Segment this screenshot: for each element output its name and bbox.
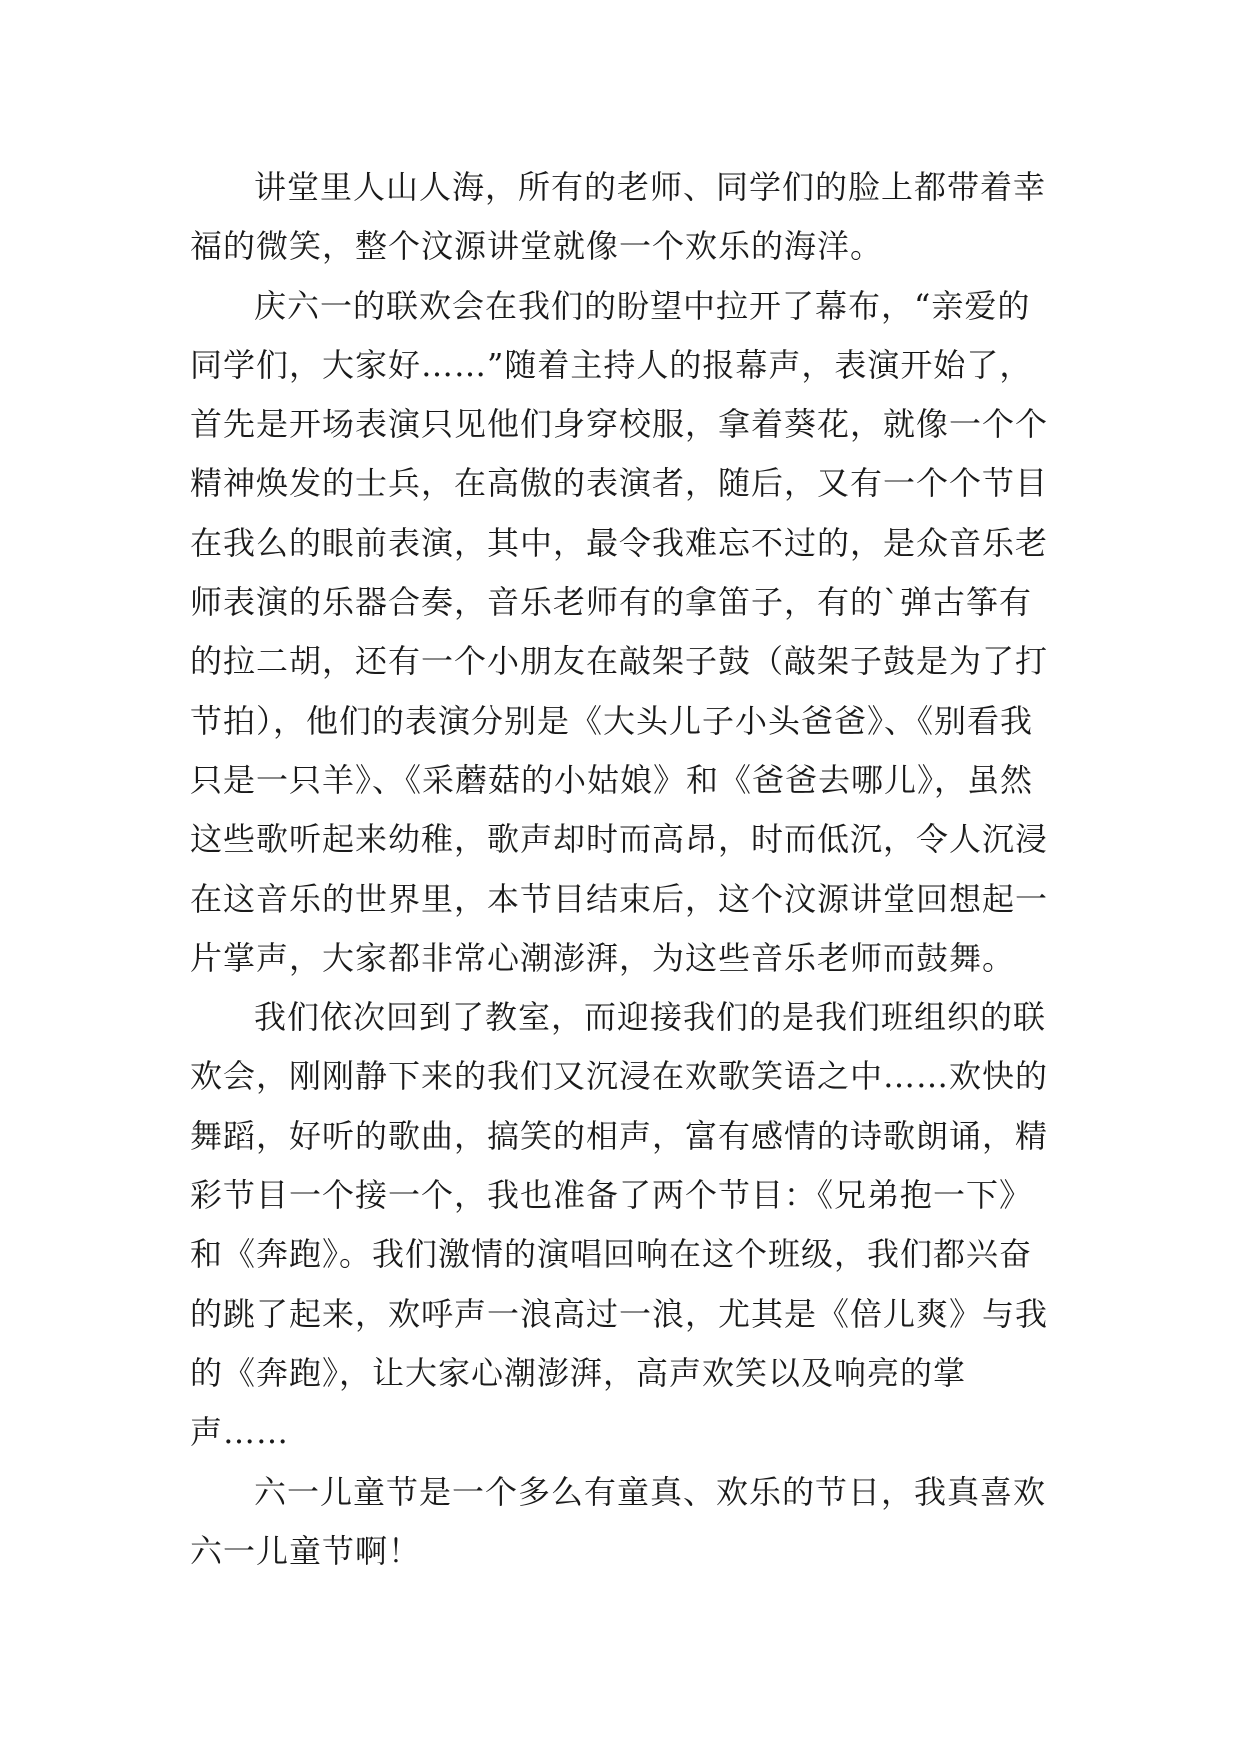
text-line: 欢会，刚刚静下来的我们又沉浸在欢歌笑语之中……欢快的: [190, 1057, 1049, 1096]
text-line: 声……: [190, 1413, 290, 1452]
text-line: 我们依次回到了教室，而迎接我们的是我们班组织的联: [254, 998, 1047, 1037]
text-line: 节拍），他们的表演分别是《大头儿子小头爸爸》、《别看我: [190, 701, 1034, 740]
text-line: 首先是开场表演只见他们身穿校服，拿着葵花，就像一个个: [190, 405, 1049, 444]
text-line: 这些歌听起来幼稚，歌声却时而高昂，时而低沉，令人沉浸: [190, 820, 1049, 859]
paragraph: [190, 1463, 1070, 1582]
paragraph: [190, 158, 1070, 277]
text-line: 只是一只羊》、《采蘑菇的小姑娘》和《爸爸去哪儿》，虽然: [190, 760, 1034, 799]
text-line: 彩节目一个接一个，我也准备了两个节目：《兄弟抱一下》: [190, 1176, 1033, 1215]
text-line: 的《奔跑》，让大家心潮澎湃，高声欢笑以及响亮的掌: [190, 1353, 967, 1392]
paragraph: [190, 277, 1070, 989]
text-line: 和《奔跑》。我们激情的演唱回响在这个班级，我们都兴奋: [190, 1235, 1033, 1274]
text-line: 在我么的眼前表演，其中，最令我难忘不过的，是众音乐老: [190, 523, 1049, 562]
text-line: 精神焕发的士兵，在高傲的表演者，随后，又有一个个节目: [190, 464, 1049, 503]
paragraph: [190, 988, 1070, 1462]
text-line: 庆六一的联欢会在我们的盼望中拉开了幕布，“亲爱的: [254, 286, 1031, 325]
text-line: 舞蹈，好听的歌曲，搞笑的相声，富有感情的诗歌朗诵，精: [190, 1116, 1049, 1155]
text-line: 六一儿童节是一个多么有童真、欢乐的节日，我真喜欢: [254, 1472, 1047, 1511]
text-line: 师表演的乐器合奏，音乐老师有的拿笛子，有的`弹古筝有: [190, 583, 1033, 622]
text-line: 在这音乐的世界里，本节目结束后，这个汶源讲堂回想起一: [190, 879, 1049, 918]
document-body: [190, 158, 1070, 1581]
text-line: 讲堂里人山人海，所有的老师、同学们的脸上都带着幸: [254, 168, 1047, 206]
text-line: 的跳了起来，欢呼声一浪高过一浪，尤其是《倍儿爽》与我: [190, 1294, 1049, 1333]
text-line: 的拉二胡，还有一个小朋友在敲架子鼓（敲架子鼓是为了打: [190, 642, 1049, 681]
text-line: 同学们，大家好……”随着主持人的报幕声，表演开始了，: [190, 345, 1033, 384]
text-line: 福的微笑，整个汶源讲堂就像一个欢乐的海洋。: [190, 227, 884, 266]
text-line: 六一儿童节啊！: [190, 1531, 422, 1570]
text-line: 片掌声，大家都非常心潮澎湃，为这些音乐老师而鼓舞。: [190, 938, 1016, 977]
